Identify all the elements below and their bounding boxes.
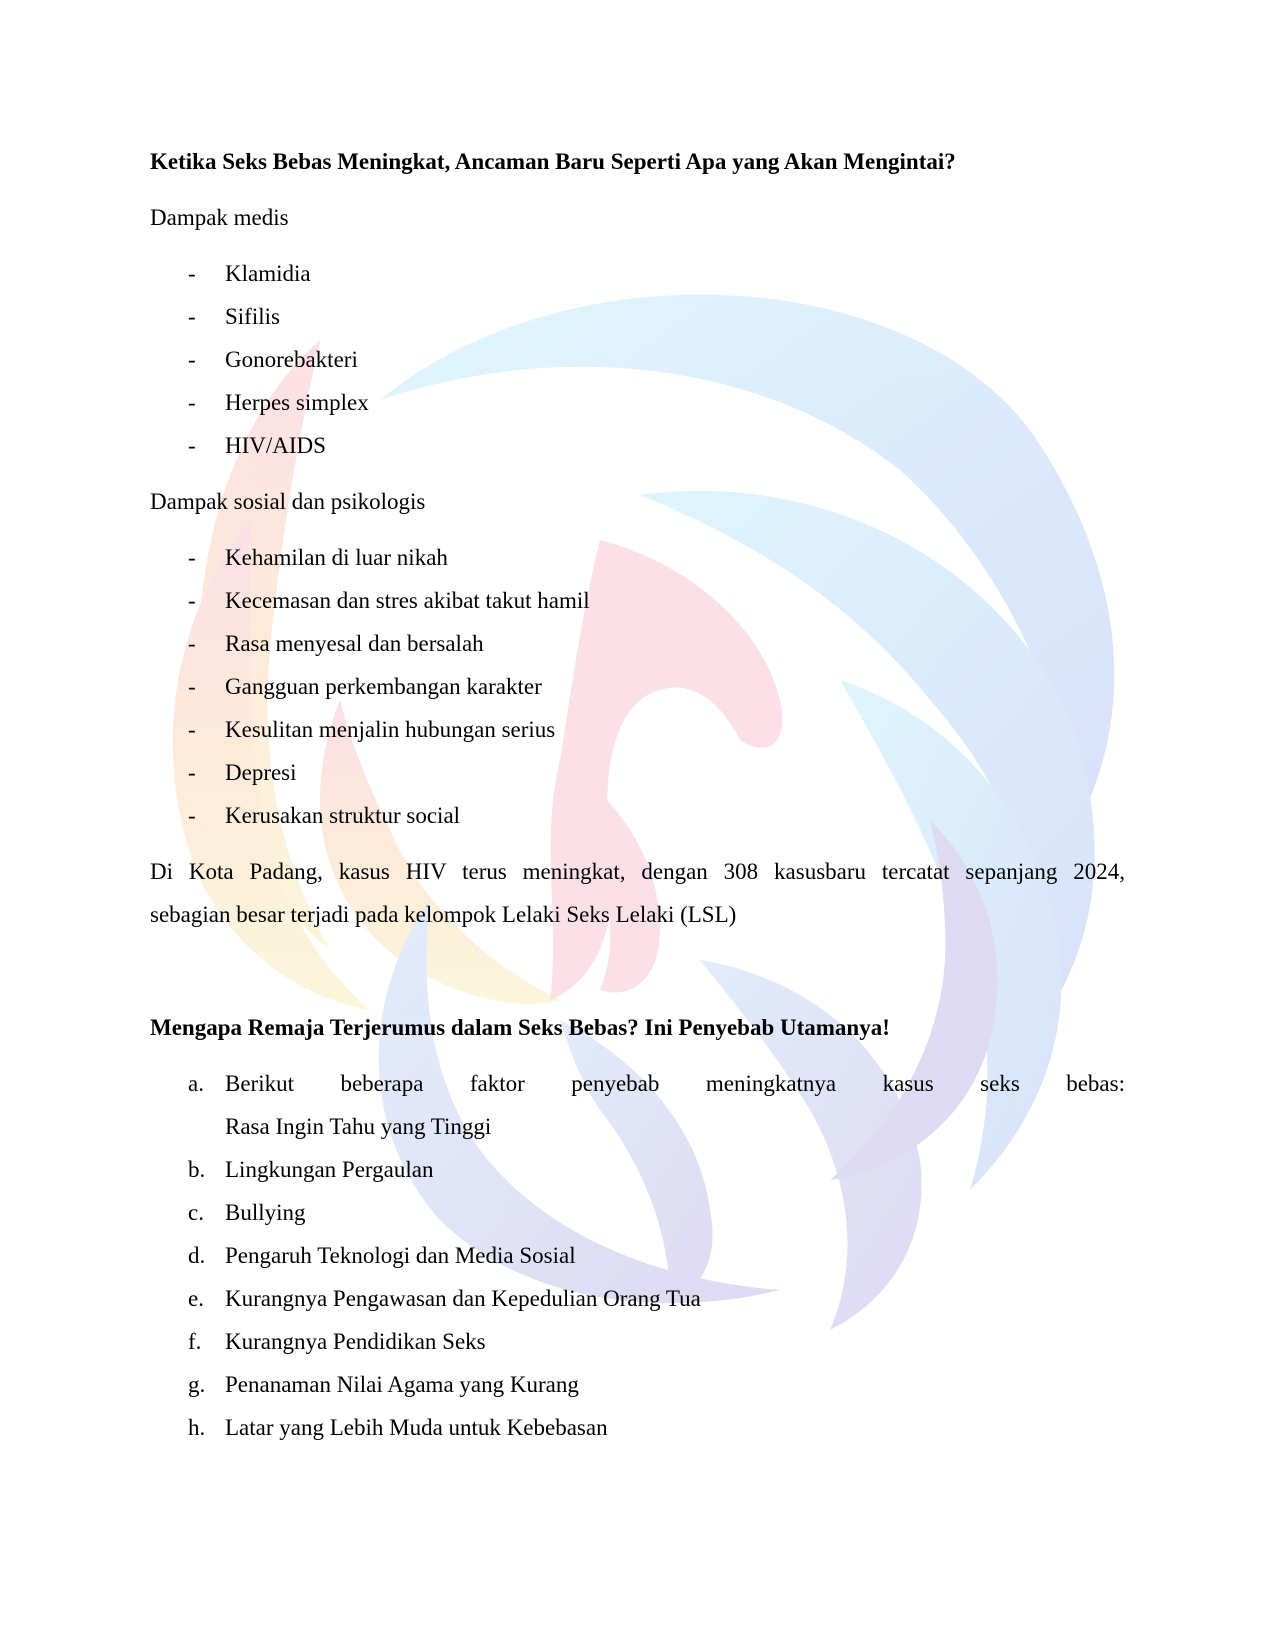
list-marker: g. (188, 1372, 206, 1397)
list-item: h. Latar yang Lebih Muda untuk Kebebasan (150, 1406, 1125, 1449)
dash-marker: - (188, 588, 196, 613)
dash-marker: - (188, 261, 196, 286)
list-item: d. Pengaruh Teknologi dan Media Sosial (150, 1234, 1125, 1277)
medical-impact-list (150, 252, 1125, 467)
hiv-padang-paragraph (150, 850, 1125, 936)
list-item: - Klamidia (150, 252, 1125, 295)
heading-social-impact: Dampak sosial dan psikologis (150, 489, 426, 514)
list-item: - Sifilis (150, 295, 1125, 338)
dash-marker: - (188, 347, 196, 372)
list-item: - Kecemasan dan stres akibat takut hamil (150, 579, 1125, 622)
dash-marker: - (188, 717, 196, 742)
dash-marker: - (188, 631, 196, 656)
list-marker: a. (188, 1071, 204, 1096)
list-item: - Gonorebakteri (150, 338, 1125, 381)
list-item: - Rasa menyesal dan bersalah (150, 622, 1125, 665)
list-marker: e. (188, 1286, 204, 1311)
paragraph-line: sebagian besar terjadi pada kelompok Lelaki Seks Lelaki (LSL) (150, 902, 737, 927)
list-marker: f. (188, 1329, 202, 1354)
dash-marker: - (188, 545, 196, 570)
list-item: - Depresi (150, 751, 1125, 794)
list-item: g. Penanaman Nilai Agama yang Kurang (150, 1363, 1125, 1406)
heading-medical-impact: Dampak medis (150, 205, 289, 230)
dash-marker: - (188, 390, 196, 415)
paragraph-line: Di Kota Padang, kasus HIV terus meningkat, dengan 308 kasusbaru tercatat sepanjang 2024, (150, 859, 1125, 884)
list-item: - Kerusakan struktur social (150, 794, 1125, 837)
list-item: - Gangguan perkembangan karakter (150, 665, 1125, 708)
dash-marker: - (188, 674, 196, 699)
list-marker: c. (188, 1200, 204, 1225)
document-page (150, 140, 1125, 1449)
list-item: - HIV/AIDS (150, 424, 1125, 467)
list-marker: h. (188, 1415, 206, 1440)
dash-marker: - (188, 760, 196, 785)
list-item: a. Berikut beberapa faktor penyebab meningkatnya kasus seks bebas: Rasa Ingin Tahu yang Tinggi (150, 1062, 1125, 1148)
list-item: c. Bullying (150, 1191, 1125, 1234)
dash-marker: - (188, 304, 196, 329)
list-item: - Kesulitan menjalin hubungan serius (150, 708, 1125, 751)
list-item: f. Kurangnya Pendidikan Seks (150, 1320, 1125, 1363)
causes-list (150, 1062, 1125, 1449)
section-title-threats: Ketika Seks Bebas Meningkat, Ancaman Baru Seperti Apa yang Akan Mengintai? (150, 149, 956, 174)
social-impact-list (150, 536, 1125, 837)
list-item: e. Kurangnya Pengawasan dan Kepedulian Orang Tua (150, 1277, 1125, 1320)
list-item: - Herpes simplex (150, 381, 1125, 424)
list-marker: b. (188, 1157, 206, 1182)
section-title-causes: Mengapa Remaja Terjerumus dalam Seks Bebas? Ini Penyebab Utamanya! (150, 1015, 890, 1040)
list-item: b. Lingkungan Pergaulan (150, 1148, 1125, 1191)
dash-marker: - (188, 433, 196, 458)
list-item: - Kehamilan di luar nikah (150, 536, 1125, 579)
list-marker: d. (188, 1243, 206, 1268)
dash-marker: - (188, 803, 196, 828)
